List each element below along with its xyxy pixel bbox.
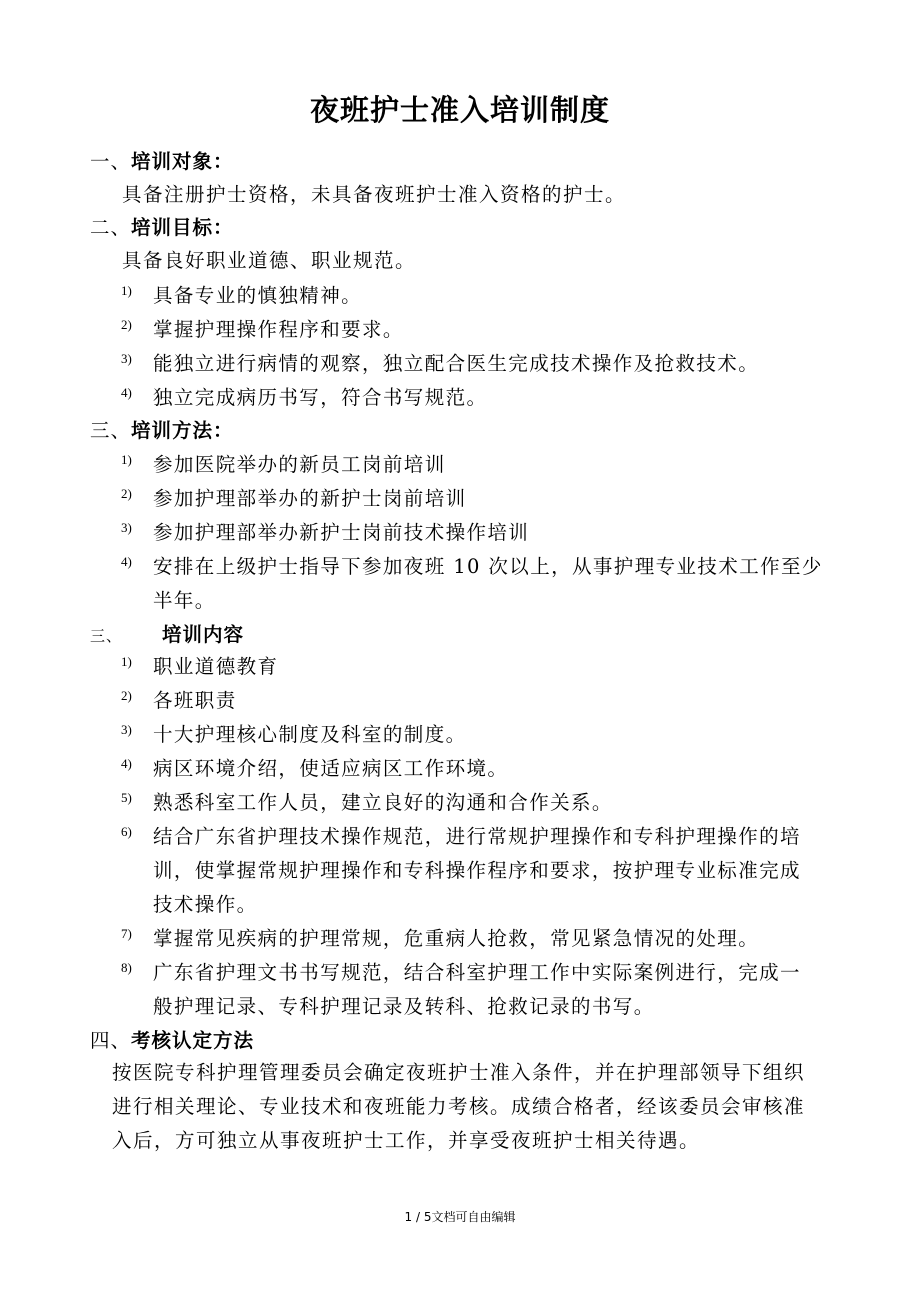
document-title: 夜班护士准入培训制度 <box>309 93 610 127</box>
list-item-number: 3) <box>121 520 132 535</box>
list-item-number: 2) <box>121 486 132 501</box>
list-item-number: 1) <box>121 283 132 298</box>
list-item-text: 般护理记录、专科护理记录及转科、抢救记录的书写。 <box>153 995 655 1018</box>
section-heading-content: 三、 培训内容 <box>90 623 245 646</box>
list-item-number: 4) <box>121 756 132 771</box>
list-item <box>121 516 840 550</box>
list-item <box>121 482 840 516</box>
section-heading-3: 三、培训方法： <box>90 419 234 442</box>
list-item <box>121 313 840 347</box>
list-item-text: 半年。 <box>153 589 216 612</box>
list-item-text: 技术操作。 <box>153 893 258 916</box>
list-item <box>121 684 840 718</box>
paragraph-line: 按医院专科护理管理委员会确定夜班护士准入条件，并在护理部领导下组织 <box>112 1061 806 1084</box>
list-item <box>121 956 840 1024</box>
list-item-number: 3) <box>121 722 132 737</box>
list-item-text: 参加护理部举办新护士岗前技术操作培训 <box>153 521 530 544</box>
list-item <box>121 922 840 956</box>
section-1-text: 具备注册护士资格，未具备夜班护士准入资格的护士。 <box>122 183 627 206</box>
list-item-text: 独立完成病历书写，符合书写规范。 <box>153 386 488 409</box>
list-item <box>121 381 840 415</box>
paragraph-line: 进行相关理论、专业技术和夜班能力考核。成绩合格者，经该委员会审核准 <box>112 1095 806 1118</box>
section-heading-1: 一、培训对象： <box>90 150 234 173</box>
list-item <box>121 448 840 482</box>
assessment-paragraph <box>112 1056 836 1158</box>
section-2-text: 具备良好职业道德、职业规范。 <box>122 249 417 272</box>
list-item-text: 掌握护理操作程序和要求。 <box>153 318 404 341</box>
list-item-text: 具备专业的慎独精神。 <box>153 284 363 307</box>
list-item-number: 8) <box>121 960 132 975</box>
list-item <box>121 820 840 922</box>
list-item-text: 结合广东省护理技术操作规范，进行常规护理操作和专科护理操作的培 <box>153 825 801 848</box>
list-item-text: 训，使掌握常规护理操作和专科操作程序和要求，按护理专业标准完成 <box>153 859 801 882</box>
list-item-number: 1) <box>121 654 132 669</box>
list-item-text: 广东省护理文书书写规范，结合科室护理工作中实际案例进行，完成一 <box>153 961 801 984</box>
list-item <box>121 550 840 618</box>
list-item-text: 参加医院举办的新员工岗前培训 <box>153 453 446 476</box>
list-item-text: 职业道德教育 <box>153 655 279 678</box>
section-heading-4: 四、考核认定方法 <box>90 1029 255 1052</box>
list-item-text: 病区环境介绍，使适应病区工作环境。 <box>153 757 509 780</box>
list-item-number: 2) <box>121 688 132 703</box>
list-item-number: 7) <box>121 926 132 941</box>
list-item <box>121 650 840 684</box>
list-item-number: 4) <box>121 554 132 569</box>
section-heading-2: 二、培训目标： <box>90 216 234 239</box>
list-item-number: 3) <box>121 351 132 366</box>
page-footer: 1 / 5文档可自由编辑 <box>404 1210 516 1224</box>
list-item <box>121 718 840 752</box>
list-item <box>121 347 840 381</box>
list-item-text: 各班职责 <box>153 689 237 712</box>
list-item-text: 参加护理部举办的新护士岗前培训 <box>153 487 467 510</box>
list-item-number: 5) <box>121 790 132 805</box>
list-item-number: 6) <box>121 824 132 839</box>
list-item-number: 4) <box>121 385 132 400</box>
list-item-number: 2) <box>121 317 132 332</box>
list-item <box>121 752 840 786</box>
list-item <box>121 786 840 820</box>
list-item-text: 掌握常见疾病的护理常规，危重病人抢救，常见紧急情况的处理。 <box>153 927 760 950</box>
list-item-text: 能独立进行病情的观察，独立配合医生完成技术操作及抢救技术。 <box>153 352 760 375</box>
paragraph-line: 入后，方可独立从事夜班护士工作，并享受夜班护士相关待遇。 <box>112 1129 701 1152</box>
list-item <box>121 279 840 313</box>
list-item-number: 1) <box>121 452 132 467</box>
list-item-text: 熟悉科室工作人员，建立良好的沟通和合作关系。 <box>153 791 613 814</box>
list-item-text: 十大护理核心制度及科室的制度。 <box>153 723 467 746</box>
list-item-text: 安排在上级护士指导下参加夜班 10 次以上，从事护理专业技术工作至少 <box>153 555 823 578</box>
